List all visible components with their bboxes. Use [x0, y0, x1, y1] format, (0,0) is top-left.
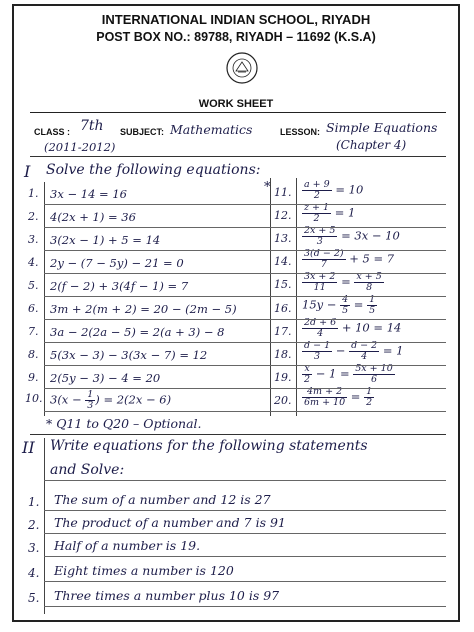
- question-19-equation: $\frac{x}{2}$ − 1 = $\frac{5x + 10}{6}$: [304, 363, 393, 385]
- question-9-number: 9.: [28, 371, 39, 384]
- question-14-number: 14.: [274, 255, 292, 268]
- statement-1-number: 1.: [28, 495, 40, 509]
- school-address: POST BOX NO.: 89788, RIYADH – 11692 (K.S.A): [96, 30, 376, 44]
- question-17-equation: $\frac{2d + 6}{4}$ + 10 = 14: [304, 317, 402, 339]
- equation-row-line: [44, 250, 446, 251]
- question-2-number: 2.: [28, 210, 39, 223]
- subject-label: SUBJECT:: [120, 127, 165, 137]
- question-10-number: 10.: [25, 392, 43, 405]
- equation-row-line: [44, 388, 446, 389]
- question-9-equation: 2(5y − 3) − 4 = 20: [50, 371, 161, 385]
- question-13-equation: $\frac{2x + 5}{3}$ = 3x − 10: [304, 225, 400, 247]
- worksheet-title: WORK SHEET: [198, 98, 274, 110]
- statement-margin: [44, 438, 45, 614]
- statement-4-number: 4.: [28, 566, 40, 580]
- question-1-equation: 3x − 14 = 16: [50, 187, 127, 201]
- question-8-equation: 5(3x − 3) − 3(3x − 7) = 12: [50, 348, 208, 362]
- question-5-equation: 2(f − 2) + 3(4f − 1) = 7: [50, 279, 189, 293]
- section-2-roman: II: [22, 438, 35, 457]
- question-11-equation: $\frac{a + 9}{2}$ = 10: [304, 179, 364, 201]
- statement-row-line: [44, 480, 446, 481]
- subject-value: Mathematics: [170, 122, 253, 137]
- question-10-equation: 3(x − $\frac{1}{3}$ ) = 2(2x − 6): [50, 389, 172, 411]
- equation-row-line: [44, 227, 446, 228]
- question-7-number: 7.: [28, 325, 39, 338]
- question-number-margin: [44, 182, 45, 416]
- question-3-equation: 3(2x − 1) + 5 = 14: [50, 233, 161, 247]
- academic-year: (2011-2012): [44, 140, 116, 154]
- section-divider: [30, 434, 446, 435]
- equation-row-line: [44, 204, 446, 205]
- question-14-equation: $\frac{3(d - 2)}{7}$ + 5 = 7: [304, 248, 395, 270]
- statement-row-line: [44, 510, 446, 511]
- question-20-number: 20.: [274, 394, 292, 407]
- question-15-number: 15.: [274, 278, 292, 291]
- question-7-equation: 3a − 2(2a − 5) = 2(a + 3) − 8: [50, 325, 225, 339]
- equation-row-line: [44, 365, 446, 366]
- header-divider: [30, 156, 446, 157]
- question-12-number: 12.: [274, 209, 292, 222]
- question-5-number: 5.: [28, 279, 39, 292]
- school-seal-icon: [226, 52, 258, 84]
- question-18-number: 18.: [274, 348, 292, 361]
- title-divider: [30, 112, 446, 113]
- question-8-number: 8.: [28, 348, 39, 361]
- lesson-label: LESSON:: [280, 127, 321, 137]
- worksheet-page: [12, 4, 460, 622]
- statement-1-text: The sum of a number and 12 is 27: [54, 492, 271, 507]
- optional-star-mark: *: [264, 180, 271, 195]
- statement-2-text: The product of a number and 7 is 91: [54, 515, 286, 530]
- statement-row-line: [44, 556, 446, 557]
- column-divider: [270, 178, 271, 416]
- question-17-number: 17.: [274, 325, 292, 338]
- question-13-number: 13.: [274, 232, 292, 245]
- question-18-equation: $\frac{d - 1}{3}$ − $\frac{d - 2}{4}$ = 1: [304, 340, 404, 362]
- section-1-roman: I: [24, 162, 31, 181]
- statement-2-number: 2.: [28, 518, 40, 532]
- question-4-equation: 2y − (7 − 5y) − 21 = 0: [50, 256, 184, 270]
- equation-row-line: [44, 319, 446, 320]
- statement-row-line: [44, 533, 446, 534]
- question-16-number: 16.: [274, 302, 292, 315]
- statement-5-text: Three times a number plus 10 is 97: [54, 588, 280, 603]
- question-6-number: 6.: [28, 302, 39, 315]
- right-number-margin: [296, 178, 297, 416]
- school-name: INTERNATIONAL INDIAN SCHOOL, RIYADH: [101, 12, 371, 27]
- statement-3-number: 3.: [28, 541, 40, 555]
- equation-row-line: [44, 342, 446, 343]
- statement-4-text: Eight times a number is 120: [54, 563, 234, 578]
- question-12-equation: $\frac{z + 1}{2}$ = 1: [304, 202, 356, 224]
- question-11-number: 11.: [274, 186, 292, 199]
- class-value: 7th: [80, 118, 104, 134]
- section-1-instruction: Solve the following equations:: [46, 162, 261, 178]
- statement-3-text: Half of a number is 19.: [54, 538, 201, 553]
- statement-5-number: 5.: [28, 591, 40, 605]
- question-16-equation: 15y − $\frac{4}{5}$ = $\frac{1}{5}$: [302, 294, 376, 316]
- optional-note: * Q11 to Q20 – Optional.: [46, 416, 202, 431]
- chapter-number: (Chapter 4): [336, 138, 407, 152]
- section-2-instruction-line1: Write equations for the following statements: [50, 438, 368, 454]
- question-15-equation: $\frac{3x + 2}{11}$ = $\frac{x + 5}{8}$: [304, 271, 382, 293]
- question-2-equation: 4(2x + 1) = 36: [50, 210, 136, 224]
- statement-row-line: [44, 581, 446, 582]
- lesson-value: Simple Equations: [326, 120, 438, 135]
- equation-row-line: [44, 273, 446, 274]
- section-2-instruction-line2: and Solve:: [50, 462, 125, 478]
- question-6-equation: 3m + 2(m + 2) = 20 − (2m − 5): [50, 302, 237, 316]
- question-4-number: 4.: [28, 256, 39, 269]
- question-3-number: 3.: [28, 233, 39, 246]
- equation-row-line: [44, 411, 446, 412]
- question-19-number: 19.: [274, 371, 292, 384]
- equation-row-line: [44, 296, 446, 297]
- question-20-equation: $\frac{4m + 2}{6m + 10}$ = $\frac{1}{2}$: [304, 386, 373, 408]
- statement-row-line: [44, 606, 446, 607]
- question-1-number: 1.: [28, 187, 39, 200]
- class-label: CLASS :: [34, 127, 70, 137]
